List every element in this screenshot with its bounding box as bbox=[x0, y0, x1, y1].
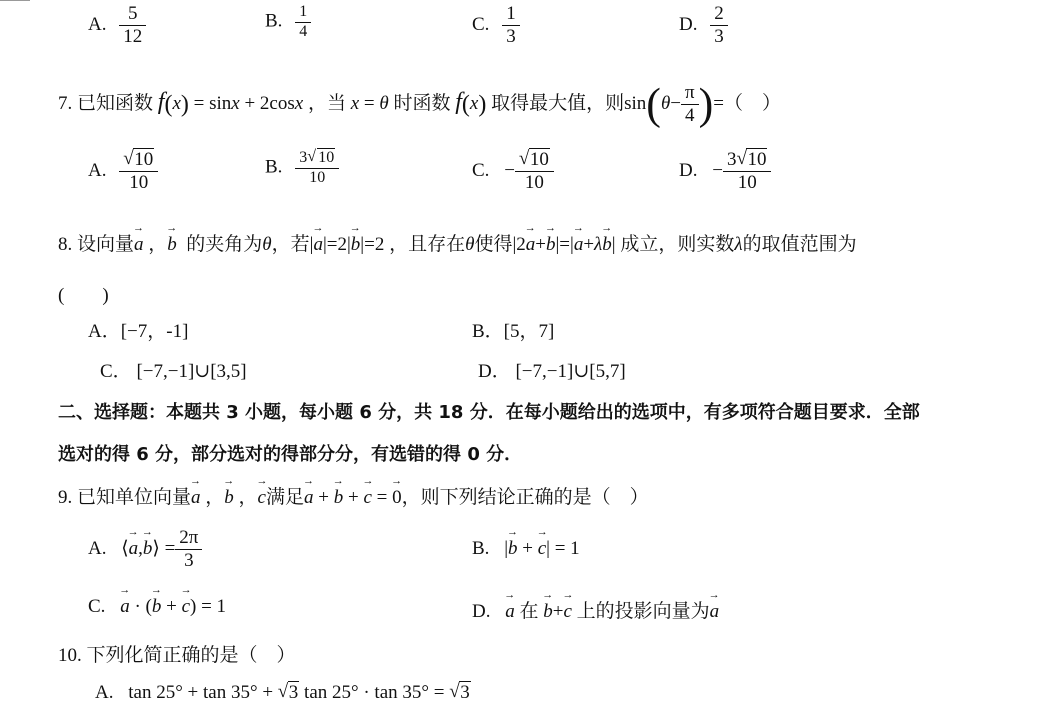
sqrt bbox=[307, 150, 335, 167]
option-label: B. bbox=[265, 10, 283, 32]
math-condition: → a + → b + → c = → 0 bbox=[304, 487, 402, 508]
answer-paren: ( ) bbox=[58, 285, 109, 306]
option-label: C. bbox=[88, 596, 106, 617]
question-text: ，若 bbox=[271, 234, 310, 255]
option-label: A. bbox=[88, 537, 107, 559]
question-text: 满足 bbox=[265, 487, 304, 508]
q7-option-c bbox=[472, 150, 554, 193]
minus-sign: − bbox=[504, 159, 515, 181]
question-text: 取得最大值，则 bbox=[491, 93, 625, 114]
denominator: 3 bbox=[502, 25, 520, 47]
math-theta: θ bbox=[465, 234, 475, 255]
q6-option-b bbox=[265, 4, 311, 41]
fraction bbox=[177, 528, 200, 571]
q7-option-b bbox=[265, 150, 339, 187]
option-label: A. bbox=[95, 682, 114, 703]
math-f: f bbox=[455, 89, 462, 115]
denominator: 10 bbox=[119, 171, 158, 193]
q8-option-c bbox=[100, 356, 247, 383]
fraction bbox=[683, 83, 697, 126]
math-condition: |→ a|=2|→ b|=2 bbox=[310, 234, 385, 255]
option-label: B. bbox=[265, 156, 283, 178]
question-text: 设向量 bbox=[77, 234, 135, 255]
fraction bbox=[121, 150, 156, 193]
math-theta: θ bbox=[262, 234, 272, 255]
option-text: 在 bbox=[519, 601, 539, 622]
vector-b: → b bbox=[224, 487, 234, 509]
math-expression: tan 25° + tan 35° + √ 3 tan 25° · tan 35° = √ 3 bbox=[128, 682, 470, 703]
math-paren: ( bbox=[461, 91, 470, 118]
math-f: f bbox=[157, 89, 165, 115]
option-label: D． bbox=[478, 361, 511, 382]
radicand: 10 bbox=[747, 149, 767, 170]
q7-option-a bbox=[88, 150, 158, 193]
answer-paren: （ ） bbox=[723, 93, 781, 114]
math-expression: |→ b + → c| = 1 bbox=[504, 538, 580, 559]
q8-option-b: B．[5，7] bbox=[472, 321, 555, 342]
math-sin: sin bbox=[624, 93, 647, 114]
fraction bbox=[725, 150, 770, 193]
math-theta: θ bbox=[660, 93, 671, 114]
math-x: x bbox=[469, 93, 479, 114]
question-number: 10. bbox=[58, 645, 82, 666]
section-heading-line2: 选对的得 6 分，部分选对的得部分分，有选错的得 0 分． bbox=[58, 444, 523, 465]
denominator: 10 bbox=[723, 171, 772, 193]
option-label: C. bbox=[472, 159, 490, 181]
denominator: 4 bbox=[681, 104, 699, 126]
question-10 bbox=[58, 640, 296, 667]
question-number: 7. bbox=[58, 93, 73, 114]
option-label: C． bbox=[100, 361, 132, 382]
option-label: D. bbox=[679, 159, 698, 181]
vector-a: → a bbox=[134, 234, 144, 256]
q9-option-c bbox=[88, 596, 226, 618]
math-paren: ( bbox=[646, 79, 661, 129]
math-expression: ⟨→ a,→ b⟩ = bbox=[121, 538, 175, 559]
sqrt bbox=[123, 150, 154, 170]
denominator: 10 bbox=[295, 168, 339, 187]
radicand: 10 bbox=[318, 149, 335, 166]
top-rule bbox=[0, 0, 30, 1]
numerator: 1 bbox=[299, 3, 308, 20]
numerator: π bbox=[685, 82, 695, 104]
math-expression: x = θ bbox=[350, 93, 389, 114]
option-label: A. bbox=[88, 159, 107, 181]
question-text: 的夹角为 bbox=[186, 234, 263, 255]
question-7: 7. 已知函数 f(x) = sinx + 2cosx ，当 x = θ 时函数 f(x) 取得最大值，则sin(θ− $\frac{\pi}{4}$ )=（ ） bbox=[58, 79, 781, 129]
option-label: D. bbox=[679, 13, 698, 35]
numerator: 2 bbox=[714, 3, 724, 24]
question-8: 8. 设向量→ a ，→ b 的夹角为θ，若|→ a|=2|→ b|=2 ，且存在θ使得|2→ a+→ b|=|→ a+λ→ b| 成立，则实数λ的取值范围为 bbox=[58, 229, 857, 256]
numerator bbox=[121, 150, 156, 171]
vector-c: → c bbox=[258, 487, 266, 509]
math-x: x bbox=[172, 93, 181, 114]
fraction bbox=[712, 4, 726, 47]
math-lambda: λ bbox=[734, 234, 743, 255]
numerator bbox=[725, 150, 770, 171]
q8-option-a: A．[−7，-1] bbox=[88, 321, 189, 342]
question-text: 下列化简正确的是（ ） bbox=[86, 645, 296, 666]
math-paren: ) bbox=[478, 91, 487, 118]
numerator: 5 bbox=[127, 3, 138, 24]
fraction bbox=[504, 4, 518, 47]
q6-option-c bbox=[472, 4, 520, 47]
coefficient: 3 bbox=[299, 149, 308, 166]
math-paren: ( bbox=[164, 91, 173, 118]
q8-option-d bbox=[478, 356, 626, 383]
q9-option-a bbox=[88, 528, 202, 571]
question-text: ，则下列结论正确的是（ ） bbox=[401, 487, 649, 508]
question-text: ，且存在 bbox=[389, 234, 466, 255]
numerator: 1 bbox=[506, 3, 516, 24]
option-label: D. bbox=[472, 601, 491, 622]
question-number: 8. bbox=[58, 234, 73, 255]
sqrt bbox=[736, 150, 767, 170]
math-paren: ) bbox=[698, 79, 714, 129]
question-text: 时函数 bbox=[393, 93, 451, 114]
question-number: 9. bbox=[58, 487, 73, 508]
q6-option-a bbox=[88, 4, 146, 47]
fraction bbox=[121, 4, 144, 47]
denominator: 12 bbox=[119, 25, 146, 47]
denominator: 3 bbox=[175, 549, 202, 571]
section-heading-line1: 二、选择题：本题共 3 小题，每小题 6 分，共 18 分．在每小题给出的选项中，有多项符合题目要求．全部 bbox=[58, 402, 920, 423]
question-text: 成立，则实数 bbox=[620, 234, 735, 255]
option-text: [−7,−1]∪[3,5] bbox=[136, 361, 247, 382]
radicand: 10 bbox=[134, 149, 154, 170]
fraction bbox=[297, 150, 337, 187]
question-text: ，当 bbox=[307, 93, 346, 114]
q9-option-b bbox=[472, 538, 580, 560]
minus-sign: − bbox=[712, 159, 723, 181]
denominator: 4 bbox=[295, 22, 311, 41]
numerator: 2π bbox=[179, 527, 199, 548]
vector-a: → a bbox=[505, 601, 515, 623]
option-label: C. bbox=[472, 13, 490, 35]
question-text: 的取值范围为 bbox=[742, 234, 857, 255]
question-text: 使得 bbox=[474, 234, 513, 255]
vector-a: → a bbox=[710, 601, 720, 623]
sqrt bbox=[519, 150, 550, 170]
option-label: B. bbox=[472, 538, 490, 559]
fraction bbox=[297, 4, 309, 41]
math-condition: |2→ a+→ b|=|→ a+λ→ b| bbox=[512, 234, 615, 255]
q6-option-d bbox=[679, 4, 728, 47]
question-text: 已知单位向量 bbox=[77, 487, 192, 508]
numerator bbox=[517, 150, 552, 171]
q9-option-d bbox=[472, 596, 719, 623]
math-expression: → b+→ c bbox=[543, 601, 572, 622]
option-text: 上的投影向量为 bbox=[576, 601, 710, 622]
option-label: A. bbox=[88, 13, 107, 35]
radicand: 10 bbox=[529, 149, 549, 170]
option-text: [−7,−1]∪[5,7] bbox=[515, 361, 626, 382]
math-expression: → a · (→ b + → c) = 1 bbox=[120, 596, 226, 617]
question-text: 已知函数 bbox=[77, 93, 154, 114]
math-expression: = sinx + 2cosx bbox=[188, 93, 304, 114]
q7-option-d bbox=[679, 150, 771, 193]
vector-b: → b bbox=[167, 234, 177, 256]
denominator: 10 bbox=[515, 171, 554, 193]
denominator: 3 bbox=[710, 25, 728, 47]
fraction bbox=[517, 150, 552, 193]
math-paren: ) bbox=[180, 91, 189, 118]
q10-option-a bbox=[95, 682, 471, 704]
coefficient: 3 bbox=[726, 149, 737, 170]
question-9: 9. 已知单位向量→ a ，→ b ，→ c满足→ a + → b + → c = → 0，则下列结论正确的是（ ） bbox=[58, 482, 649, 509]
numerator bbox=[297, 150, 337, 168]
vector-a: → a bbox=[191, 487, 201, 509]
